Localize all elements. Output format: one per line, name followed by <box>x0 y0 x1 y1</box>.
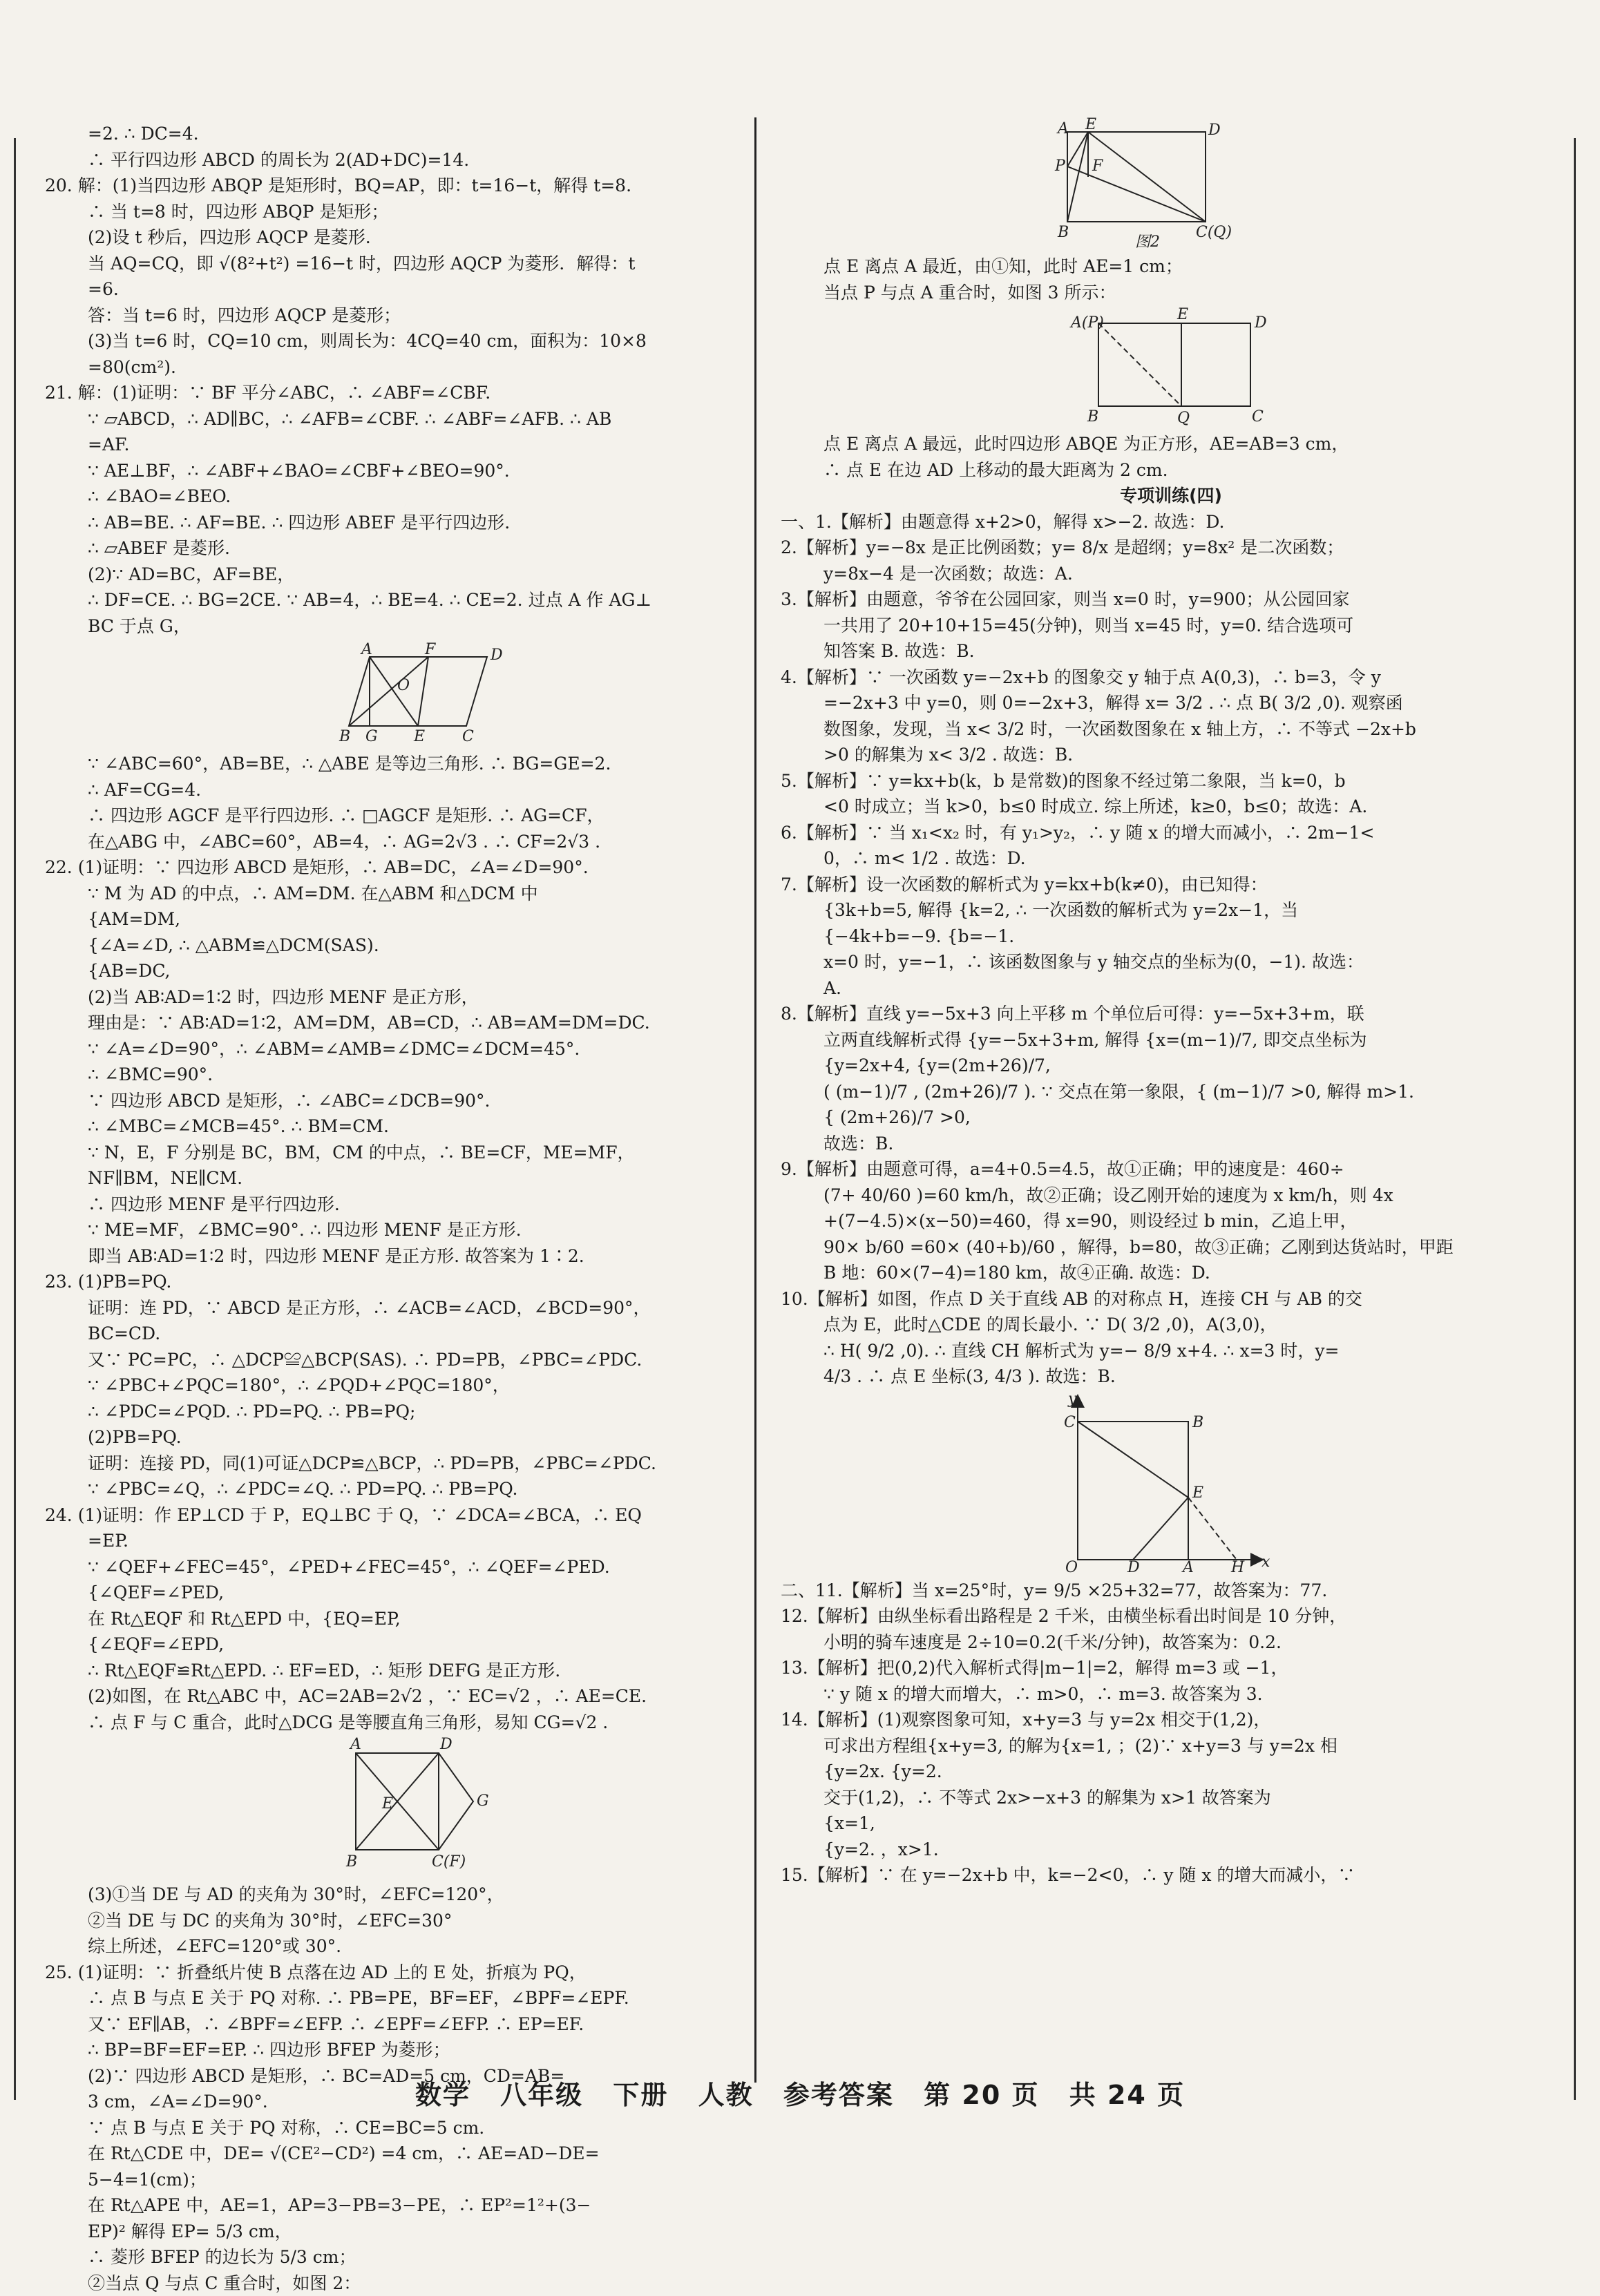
text-line: ∵ AE⊥BF，∴ ∠ABF+∠BAO=∠CBF+∠BEO=90°. <box>45 458 744 484</box>
text-line: 9.【解析】由题意可得，a=4+0.5=4.5，故①正确；甲的速度是：460÷ <box>781 1156 1561 1183</box>
text-line: 故选：B. <box>781 1131 1561 1157</box>
footer-publisher: 人教 <box>698 2080 754 2110</box>
text-line: ②当 DE 与 DC 的夹角为 30°时，∠EFC=30° <box>45 1908 744 1934</box>
text-line: 答：当 t=6 时，四边形 AQCP 是菱形； <box>45 303 744 329</box>
figure-2 <box>781 125 1561 249</box>
text-line: 一共用了 20+10+15=45(分钟)，则当 x=45 时，y=0. 结合选项可 <box>781 613 1561 639</box>
text-line: ∴ 当 t=8 时，四边形 ABQP 是矩形； <box>45 199 744 225</box>
text-line: {y=2x+4, {y=(2m+26)/7, <box>781 1053 1561 1079</box>
text-line: {y=2x. {y=2. <box>781 1759 1561 1785</box>
text-line: y=8x−4 是一次函数；故选：A. <box>781 561 1561 587</box>
text-line: 90× b/60 =60× (40+b)/60 ，解得，b=80，故③正确；乙刚到达货站时，甲距 <box>781 1234 1561 1261</box>
text-line: {∠A=∠D, ∴ △ABM≌△DCM(SAS). <box>45 932 744 959</box>
text-line: ∵ ∠A=∠D=90°，∴ ∠ABM=∠AMB=∠DMC=∠DCM=45°. <box>45 1036 744 1062</box>
label-a: A <box>1056 120 1069 137</box>
label-o: O <box>1065 1559 1078 1576</box>
text-line: 点为 E，此时△CDE 的周长最小. ∵ D( 3/2 ,0)，A(3,0)， <box>781 1312 1561 1338</box>
text-line: 理由是：∵ AB∶AD=1∶2，AM=DM，AB=CD，∴ AB=AM=DM=DC. <box>45 1010 744 1036</box>
left-column <box>45 121 744 2296</box>
label-c: C <box>462 728 474 745</box>
text-line: (7+ 40/60 )=60 km/h，故②正确；设乙刚开始的速度为 x km/h，则 4x <box>781 1183 1561 1209</box>
text-line: ∴ ∠BAO=∠BEO. <box>45 484 744 510</box>
footer-title: 参考答案 <box>783 2080 894 2110</box>
text-line: BC=CD. <box>45 1321 744 1347</box>
figure-3 <box>781 309 1561 427</box>
label-d: D <box>1254 314 1267 332</box>
right-margin-rule <box>1574 138 1576 2100</box>
text-line: 22. (1)证明：∵ 四边形 ABCD 是矩形，∴ AB=DC，∠A=∠D=90°. <box>45 854 744 881</box>
text-line: EP)² 解得 EP= 5/3 cm， <box>45 2219 744 2245</box>
text-line: {x=1, <box>781 1810 1561 1837</box>
text-line: ∴ H( 9/2 ,0). ∴ 直线 CH 解析式为 y=− 8/9 x+4. ∴ x=3 时，y= <box>781 1338 1561 1364</box>
text-line: ∴ AB=BE. ∴ AF=BE. ∴ 四边形 ABEF 是平行四边形. <box>45 510 744 536</box>
text-line: ∴ ∠MBC=∠MCB=45°. ∴ BM=CM. <box>45 1113 744 1140</box>
text-line: =−2x+3 中 y=0，则 0=−2x+3，解得 x= 3/2 . ∴ 点 B( 3/2 ,0). 观察函 <box>781 690 1561 716</box>
text-line: 交于(1,2)，∴ 不等式 2x>−x+3 的解集为 x>1 故答案为 <box>781 1785 1561 1811</box>
text-line: 在 Rt△APE 中，AE=1，AP=3−PB=3−PE，∴ EP²=1²+(3− <box>45 2192 744 2219</box>
text-line: ∵ ▱ABCD，∴ AD∥BC，∴ ∠AFB=∠CBF. ∴ ∠ABF=∠AFB. ∴ AB <box>45 406 744 432</box>
text-line: 在△ABG 中，∠ABC=60°，AB=4，∴ AG=2√3 . ∴ CF=2√3 . <box>45 829 744 855</box>
text-line: ( (m−1)/7 , (2m+26)/7 ). ∵ 交点在第一象限，{ (m−1)/7 >0, 解得 m>1. <box>781 1079 1561 1105</box>
label-b: B <box>1087 408 1098 425</box>
label-h: H <box>1230 1559 1245 1576</box>
text-line: 2.【解析】y=−8x 是正比例函数；y= 8/x 是超纲；y=8x² 是二次函数； <box>781 535 1561 561</box>
text-line: 4/3 . ∴ 点 E 坐标(3, 4/3 ). 故选：B. <box>781 1364 1561 1390</box>
text-line: 7.【解析】设一次函数的解析式为 y=kx+b(k≠0)，由已知得： <box>781 872 1561 898</box>
footer-total: 共 24 页 <box>1069 2080 1185 2110</box>
label-g: G <box>365 728 378 745</box>
text-line: {AB=DC, <box>45 958 744 984</box>
text-line: 小明的骑车速度是 2÷10=0.2(千米/分钟)，故答案为：0.2. <box>781 1629 1561 1656</box>
label-b: B <box>1192 1414 1203 1431</box>
text-line: 23. (1)PB=PQ. <box>45 1269 744 1295</box>
text-line: {∠QEF=∠PED, <box>45 1580 744 1606</box>
text-line: ∵ 四边形 ABCD 是矩形，∴ ∠ABC=∠DCB=90°. <box>45 1088 744 1114</box>
text-line: ∴ DF=CE. ∴ BG=2CE. ∵ AB=4，∴ BE=4. ∴ CE=2. 过点 A 作 AG⊥ <box>45 587 744 613</box>
text-line: 4.【解析】∵ 一次函数 y=−2x+b 的图象交 y 轴于点 A(0,3)，∴ b=3，令 y <box>781 664 1561 691</box>
label-f: F <box>1092 157 1103 175</box>
footer-page: 第 20 页 <box>924 2080 1039 2110</box>
text-line: 在 Rt△CDE 中，DE= √(CE²−CD²) =4 cm，∴ AE=AD−DE= <box>45 2141 744 2167</box>
text-line: ∴ AF=CG=4. <box>45 777 744 803</box>
text-line: 二、11.【解析】当 x=25°时，y= 9/5 ×25+32=77，故答案为：77. <box>781 1578 1561 1604</box>
text-line: (2)∵ AD=BC，AF=BE， <box>45 562 744 588</box>
text-line: ∵ ∠ABC=60°，AB=BE，∴ △ABE 是等边三角形. ∴ BG=GE=2. <box>45 751 744 777</box>
text-line: ∵ 点 B 与点 E 关于 PQ 对称，∴ CE=BC=5 cm. <box>45 2115 744 2141</box>
text-line: {3k+b=5, 解得 {k=2, ∴ 一次函数的解析式为 y=2x−1，当 <box>781 897 1561 924</box>
text-line: B 地：60×(7−4)=180 km，故④正确. 故选：D. <box>781 1260 1561 1286</box>
text-line: 综上所述，∠EFC=120°或 30°. <box>45 1933 744 1960</box>
label-e: E <box>381 1795 393 1812</box>
text-line: 6.【解析】∵ 当 x₁<x₂ 时，有 y₁>y₂，∴ y 随 x 的增大而减小，∴ 2m−1< <box>781 820 1561 846</box>
text-line: ∴ Rt△EQF≌Rt△EPD. ∴ EF=ED，∴ 矩形 DEFG 是正方形. <box>45 1658 744 1684</box>
label-e: E <box>413 728 425 745</box>
text-line: ∴ 点 F 与 C 重合，此时△DCG 是等腰直角三角形，易知 CG=√2 . <box>45 1710 744 1736</box>
label-a: A <box>360 641 372 658</box>
figure-coordinate <box>781 1394 1561 1573</box>
text-line: 5.【解析】∵ y=kx+b(k，b 是常数)的图象不经过第二象限，当 k=0，b <box>781 768 1561 794</box>
text-line: 8.【解析】直线 y=−5x+3 向上平移 m 个单位后可得：y=−5x+3+m，联 <box>781 1001 1561 1027</box>
text-line: 24. (1)证明：作 EP⊥CD 于 P，EQ⊥BC 于 Q，∵ ∠DCA=∠BCA，∴ EQ <box>45 1502 744 1529</box>
label-d: D <box>439 1736 453 1753</box>
label-e: E <box>1085 116 1096 133</box>
label-d: D <box>490 647 503 664</box>
text-line: {y=2. ，x>1. <box>781 1837 1561 1863</box>
text-line: ∴ ∠BMC=90°. <box>45 1062 744 1088</box>
text-line: (2)∵ 四边形 ABCD 是矩形，∴ BC=AD=5 cm，CD=AB= <box>45 2063 744 2089</box>
text-line: ∵ N，E，F 分别是 BC，BM，CM 的中点，∴ BE=CF，ME=MF， <box>45 1140 744 1166</box>
text-line: 即当 AB∶AD=1∶2 时，四边形 MENF 是正方形. 故答案为 1∶2. <box>45 1243 744 1270</box>
text-line: =80(cm²). <box>45 354 744 381</box>
text-line: 可求出方程组{x+y=3, 的解为{x=1, ；(2)∵ x+y=3 与 y=2x 相 <box>781 1733 1561 1759</box>
text-line: (2)当 AB∶AD=1∶2 时，四边形 MENF 是正方形， <box>45 984 744 1011</box>
text-line: 5−4=1(cm)； <box>45 2167 744 2193</box>
text-line: 点 E 离点 A 最远，此时四边形 ABQE 为正方形，AE=AB=3 cm， <box>781 431 1561 457</box>
text-line: ∴ ∠PDC=∠PQD. ∴ PD=PQ. ∴ PB=PQ; <box>45 1399 744 1425</box>
label-p: P <box>1054 157 1066 175</box>
label-cq: C(Q) <box>1196 224 1232 241</box>
section-title: 专项训练(四) <box>781 483 1561 509</box>
text-line: 15.【解析】∵ 在 y=−2x+b 中，k=−2<0，∴ y 随 x 的增大而减小，∵ <box>781 1862 1561 1888</box>
label-f: F <box>424 641 436 658</box>
text-line: 14.【解析】(1)观察图象可知，x+y=3 与 y=2x 相交于(1,2)， <box>781 1707 1561 1733</box>
text-line: 0，∴ m< 1/2 . 故选：D. <box>781 845 1561 872</box>
text-line: ∴ ▱ABEF 是菱形. <box>45 535 744 562</box>
left-margin-rule <box>14 138 16 2100</box>
figure-caption: 图2 <box>1135 233 1160 251</box>
text-line: 又∵ PC=PC，∴ △DCP≌△BCP(SAS). ∴ PD=PB，∠PBC=∠PDC. <box>45 1347 744 1373</box>
label-g: G <box>477 1792 489 1810</box>
text-line: ∴ BP=BF=EF=EP. ∴ 四边形 BFEP 为菱形； <box>45 2037 744 2063</box>
text-line: BC 于点 G， <box>45 613 744 640</box>
text-line: 又∵ EF∥AB，∴ ∠BPF=∠EFP. ∴ ∠EPF=∠EFP. ∴ EP=EF. <box>45 2011 744 2038</box>
footer-subject: 数学 <box>415 2080 470 2110</box>
text-line: 3 cm，∠A=∠D=90°. <box>45 2089 744 2115</box>
text-line: =AF. <box>45 432 744 458</box>
text-line: 当 AQ=CQ，即 √(8²+t²) =16−t 时，四边形 AQCP 为菱形．解得：t <box>45 251 744 277</box>
label-b: B <box>345 1853 357 1871</box>
text-line: ∵ ∠PBC=∠Q，∴ ∠PDC=∠Q. ∴ PD=PQ. ∴ PB=PQ. <box>45 1476 744 1502</box>
text-line: x=0 时，y=−1，∴ 该函数图象与 y 轴交点的坐标为(0，−1). 故选： <box>781 949 1561 975</box>
page-footer <box>0 2074 1600 2112</box>
text-line: ∴ 四边形 AGCF 是平行四边形. ∴ □AGCF 是矩形. ∴ AG=CF， <box>45 803 744 829</box>
text-line: 21. 解：(1)证明：∵ BF 平分∠ABC，∴ ∠ABF=∠CBF. <box>45 380 744 406</box>
text-line: {AM=DM, <box>45 906 744 932</box>
text-line: (2)如图，在 Rt△ABC 中，AC=2AB=2√2 ，∵ EC=√2 ，∴ AE=CE. <box>45 1683 744 1710</box>
label-d: D <box>1208 122 1221 139</box>
label-b: B <box>1057 224 1069 241</box>
text-line: 13.【解析】把(0,2)代入解析式得|m−1|=2，解得 m=3 或 −1， <box>781 1655 1561 1681</box>
label-e: E <box>1177 306 1188 323</box>
label-o: O <box>397 677 410 694</box>
text-line: ∴ 菱形 BFEP 的边长为 5/3 cm； <box>45 2244 744 2270</box>
text-line: 立两直线解析式得 {y=−5x+3+m, 解得 {x=(m−1)/7, 即交点坐标为 <box>781 1027 1561 1053</box>
figure-parallelogram <box>45 643 744 747</box>
label-ap: A(P) <box>1069 314 1104 332</box>
text-line: ∴ 点 E 在边 AD 上移动的最大距离为 2 cm. <box>781 457 1561 484</box>
text-line: 证明：连 PD，∵ ABCD 是正方形，∴ ∠ACB=∠ACD，∠BCD=90°， <box>45 1295 744 1321</box>
text-line: >0 的解集为 x< 3/2 . 故选：B. <box>781 742 1561 768</box>
text-line: =2. ∴ DC=4. <box>45 121 744 147</box>
text-line: ∴ 点 B 与点 E 关于 PQ 对称. ∴ PB=PE，BF=EF，∠BPF=∠EPF. <box>45 1985 744 2011</box>
text-line: ∵ M 为 AD 的中点，∴ AM=DM. 在△ABM 和△DCM 中 <box>45 881 744 907</box>
label-b: B <box>339 728 350 745</box>
label-a: A <box>1181 1559 1194 1576</box>
text-line: =6. <box>45 276 744 303</box>
text-line: 25. (1)证明：∵ 折叠纸片使 B 点落在边 AD 上的 E 处，折痕为 PQ， <box>45 1960 744 1986</box>
text-line: =EP. <box>45 1528 744 1554</box>
footer-grade: 八年级 <box>500 2080 583 2110</box>
text-line: (3)①当 DE 与 AD 的夹角为 30°时，∠EFC=120°， <box>45 1882 744 1908</box>
label-cf: C(F) <box>432 1853 466 1871</box>
text-line: 当点 P 与点 A 重合时，如图 3 所示： <box>781 280 1561 306</box>
figure-square-deg <box>45 1739 744 1877</box>
text-line: 知答案 B. 故选：B. <box>781 638 1561 664</box>
text-line: ∵ ∠PBC+∠PQC=180°，∴ ∠PQD+∠PQC=180°， <box>45 1372 744 1399</box>
label-y: y <box>1067 1390 1077 1408</box>
text-line: 20. 解：(1)当四边形 ABQP 是矩形时，BQ=AP，即：t=16−t，解得 t=8. <box>45 173 744 199</box>
text-line: 一、1.【解析】由题意得 x+2>0，解得 x>−2. 故选：D. <box>781 509 1561 535</box>
text-line: ②当点 Q 与点 C 重合时，如图 2： <box>45 2270 744 2296</box>
text-line: (2)PB=PQ. <box>45 1424 744 1451</box>
text-line: (3)当 t=6 时，CQ=10 cm，则周长为：4CQ=40 cm，面积为：10×8 <box>45 328 744 354</box>
label-x: x <box>1261 1553 1270 1571</box>
text-line: 数图象，发现，当 x< 3/2 时，一次函数图象在 x 轴上方，∴ 不等式 −2x+b <box>781 716 1561 743</box>
right-column <box>781 121 1561 1888</box>
text-line: 3.【解析】由题意，爷爷在公园回家，则当 x=0 时，y=900；从公园回家 <box>781 586 1561 613</box>
footer-volume: 下册 <box>613 2080 668 2110</box>
label-e: E <box>1192 1484 1203 1502</box>
text-line: 点 E 离点 A 最近，由①知，此时 AE=1 cm； <box>781 253 1561 280</box>
text-line: ∴ 四边形 MENF 是平行四边形. <box>45 1192 744 1218</box>
text-line: ∵ ME=MF，∠BMC=90°. ∴ 四边形 MENF 是正方形. <box>45 1217 744 1243</box>
text-line: ∵ ∠QEF+∠FEC=45°，∠PED+∠FEC=45°，∴ ∠QEF=∠PED. <box>45 1554 744 1580</box>
text-line: <0 时成立；当 k>0，b≤0 时成立. 综上所述，k≥0，b≤0；故选：A. <box>781 794 1561 820</box>
text-line: NF∥BM，NE∥CM. <box>45 1165 744 1192</box>
label-d: D <box>1127 1559 1140 1576</box>
text-line: {∠EQF=∠EPD, <box>45 1632 744 1658</box>
text-line: 在 Rt△EQF 和 Rt△EPD 中，{EQ=EP, <box>45 1606 744 1632</box>
text-line: {−4k+b=−9. {b=−1. <box>781 924 1561 950</box>
column-divider <box>754 117 756 2083</box>
label-c: C <box>1064 1414 1076 1431</box>
text-line: +(7−4.5)×(x−50)=460，得 x=90，则设经过 b min，乙追上甲， <box>781 1208 1561 1234</box>
text-line: ∴ 平行四边形 ABCD 的周长为 2(AD+DC)=14. <box>45 147 744 173</box>
text-line: ∵ y 随 x 的增大而增大，∴ m>0，∴ m=3. 故答案为 3. <box>781 1681 1561 1707</box>
text-line: 10.【解析】如图，作点 D 关于直线 AB 的对称点 H，连接 CH 与 AB 的交 <box>781 1286 1561 1312</box>
text-line: 证明：连接 PD，同(1)可证△DCP≌△BCP，∴ PD=PB，∠PBC=∠PDC. <box>45 1451 744 1477</box>
label-q: Q <box>1177 410 1190 427</box>
text-line: { (2m+26)/7 >0, <box>781 1104 1561 1131</box>
label-c: C <box>1252 408 1264 425</box>
text-line: 12.【解析】由纵坐标看出路程是 2 千米，由横坐标看出时间是 10 分钟， <box>781 1603 1561 1629</box>
text-line: (2)设 t 秒后，四边形 AQCP 是菱形. <box>45 224 744 251</box>
text-line: A. <box>781 975 1561 1002</box>
label-a: A <box>349 1736 361 1753</box>
